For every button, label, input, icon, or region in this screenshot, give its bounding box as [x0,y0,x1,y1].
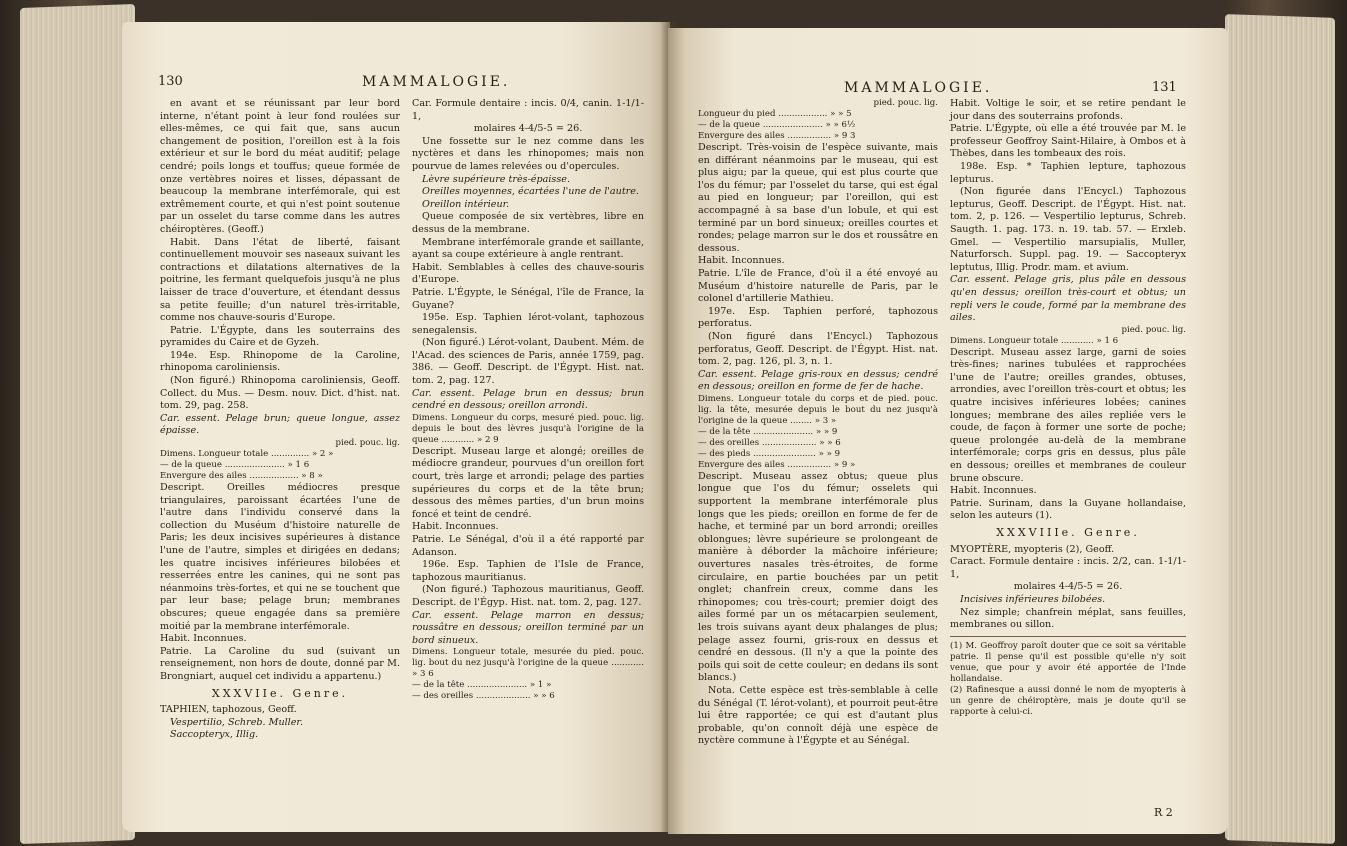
paragraph: Lèvre supérieure très-épaisse. [422,173,570,185]
paragraph: Car. Formule dentaire : incis. 0/4, canin. 1-1/1-1, [412,98,644,122]
paragraph: (Non figuré dans l'Encycl.) Taphozous perforatus, Geoff. Descript. de l'Égypt. Hist. nat. tom. 2, pag. 126, pl. 3, n. 1. [698,330,938,368]
left-page [122,22,670,832]
left-column-1 [160,98,400,742]
paragraph: Descript. Oreilles médiocres presque triangulaires, paroissant écartées l'une de l'autre dans l'individu conservé dans la collection du Muséum d'histoire naturelle de Paris; les deux incisives supérieures à distance l'une de l'autre, simples et dirigées en dedans; les quatre incisives inférieures bilobées et resserrées entre les canines, qui ne sont pas néanmoins très-fortes, et qui ne se touchent que par leur base; pelage brun; membranes obscures; queue engagée dans sa première moitié par la membrane interfémorale. [160,482,400,632]
paragraph: Habit. Inconnues. [412,521,499,533]
measure-row: — de la queue ...................... » » 6½ [698,120,856,130]
measure-row: Longueur du pied .................. » » 5 [698,109,852,119]
paragraph: (Non figuré.) Rhinopoma caroliniensis, Geoff. Collect. du Mus. — Desm. nouv. Dict. d'hist. nat. tom. 29, pag. 258. [160,375,400,412]
footnote: (2) Rafinesque a aussi donné le nom de myopteris à un genre de chéiroptère, mais je doute qu'il se rapporte à celui-ci. [950,684,1186,717]
species-heading: 194e. Esp. Rhinopome de la Caroline, rhinopoma caroliniensis. [160,349,400,374]
right-column-2 [950,98,1186,718]
measure-row: — de la tête ...................... » » 9 [698,426,838,437]
paragraph: Patrie. L'Égypte, où elle a été trouvée par M. le professeur Geoffroy Saint-Hilaire, à Ombos et à Thèbes, dans les tombeaux des rois. [950,123,1186,160]
genus-heading: XXXVIIIe. Genre. [996,526,1140,539]
paragraph: Descript. Museau large et alongé; oreilles de médiocre grandeur, pourvues d'un oreillon fort court, très large et arrondi; pelage des parties supérieures du corps et de la tête brun; dessous des mêmes parties, d'un brun moins foncé et teint de cendré. [412,445,644,520]
paragraph: Patrie. L'île de France, d'où il a été envoyé au Muséum d'histoire naturelle de Paris, par le colonel d'artillerie Mathieu. [698,267,938,305]
paragraph: Oreillon intérieur. [422,198,510,210]
running-header-left: MAMMALOGIE. [362,74,511,90]
paragraph: Patrie. L'Égypte, le Sénégal, l'île de France, la Guyane? [412,286,644,311]
paragraph: Nota. Cette espèce est très-semblable à celle du Sénégal (T. lérot-volant), et pourroit peut-être lui être rapportée; ce qui est d'autant plus probable, qu'on connoît déjà une espèce de nyctère commune à l'Égypte et au Sénégal. [698,684,938,747]
paragraph: Habit. Semblables à celles des chauve-souris d'Europe. [412,261,644,286]
signature-mark: R 2 [1154,806,1173,819]
paragraph: Car. essent. Pelage gris, plus pâle en dessous qu'en dessus; oreillon très-court et obtus; un repli vers le coude, formé par la membrane des ailes. [950,274,1186,324]
page-number-right: 131 [1152,80,1177,95]
paragraph: (Non figuré.) Taphozous mauritianus, Geoff. Descript. de l'Égyp. Hist. nat. tom. 2, pag. 127. [412,584,644,608]
measure-row: Envergure des ailes .................. » 8 » [160,471,323,482]
paragraph: Car. essent. Pelage brun en dessus; brun cendré en dessous; oreillon arrondi. [412,387,644,412]
measure-units: pied. pouc. lig. [873,98,938,108]
measure-row: — de la queue ...................... » 1 6 [160,460,310,471]
paragraph: Habit. Inconnues. [950,485,1037,497]
left-column-2 [412,98,644,702]
measure-row: Dimens. Longueur totale du corps et de pied. pouc. lig. la tête, mesurée depuis le bout du nez jusqu'à l'origine de la queue ........ » 3 » [698,393,938,426]
right-column-1 [698,98,938,748]
right-page [668,28,1228,834]
paragraph: Oreilles moyennes, écartées l'une de l'autre. [422,186,639,198]
species-heading: 196e. Esp. Taphien de l'Isle de France, taphozous mauritianus. [412,559,644,583]
paragraph: en avant et se réunissant par leur bord interne, n'étant point à leur fond roulées sur elles-mêmes, ce qui fait que, sans aucun changement de position, l'oreillon est à la fois extérieur et sur le bord du méat auditif; pelage cendré; poils longs et touffus; queue formée de onze vertèbres noires et lisses, dépassant de beaucoup la membrane interfémorale, qui est extrêmement courte, et qui n'est point soutenue par un osselet du tarse comme dans les autres chéiroptères. (Geoff.) [160,98,400,235]
paragraph: Patrie. La Caroline du sud (suivant un renseignement, non hors de doute, donné par M. Brongniart, auquel cet individu a appartenu.) [160,645,400,682]
paragraph: Descript. Très-voisin de l'espèce suivante, mais en différant néanmoins par le museau, qui est plus aigu; par la queue, qui est plus courte que l'os du fémur; par l'osselet du tarse, qui est égal au pied en longueur; par l'oreillon, qui est accompagné à sa base d'un lobule, et qui est terminé par un bord sinueux; oreilles courtes et rondes; pelage marron sur le dos et roussâtre en dessous. [698,142,938,254]
paragraph: Habit. Inconnues. [160,633,247,645]
measure-units: pied. pouc. lig. [1121,324,1186,335]
paragraph: Habit. Inconnues. [698,255,785,267]
paragraph: Incisives inférieures bilobées. [960,593,1106,605]
measure-row: Dimens. Longueur totale, mesurée du pied. pouc. lig. bout du nez jusqu'à l'origine de la queue ............ » 3 6 [412,647,644,680]
measure-row: — des oreilles .................... » » 6 [698,437,841,448]
footnote-rule [950,636,1186,637]
measure-row: Dimens. Longueur totale ............ » 1 6 [950,335,1119,346]
formula: molaires 4-4/5-5 = 26. [1013,581,1123,593]
species-heading: 197e. Esp. Taphien perforé, taphozous perforatus. [698,305,938,330]
genus-heading: XXXVIIe. Genre. [211,686,349,700]
species-heading: 198e. Esp. * Taphien lepture, taphozous lepturus. [950,160,1186,185]
paragraph: Une fossette sur le nez comme dans les nyctères et dans les rhinopomes; mais non pourvue de lames relevées ou d'opercules. [412,135,644,172]
genus-name: MYOPTÈRE, myopteris (2), Geoff. [950,543,1115,555]
paragraph: Patrie. L'Égypte, dans les souterrains des pyramides du Caire et de Gyzeh. [160,324,400,349]
left-page-stack [20,4,135,844]
formula: molaires 4-4/5-5 = 26. [473,123,583,135]
formula: Caract. Formule dentaire : incis. 2/2, can. 1-1/1-1, [950,556,1186,580]
measure-row: Dimens. Longueur du corps, mesuré pied. pouc. lig. depuis le bout des lèvres jusqu'à l'origine de la queue ............ » 2 9 [412,412,644,445]
paragraph: Nez simple; chanfrein méplat, sans feuilles, membranes ou sillon. [950,606,1186,631]
species-heading: 195e. Esp. Taphien lérot-volant, taphozous senegalensis. [412,312,644,336]
right-page-stack [1225,14,1335,844]
paragraph: Descript. Museau assez large, garni de soies très-fines; narines tubulées et rapprochées l'une de l'autre; oreilles grandes, obtuses, arrondies, avec l'oreillon très-court et obtus; les quatre incisives inférieures lobées; canines longues; membrane des ailes repliée vers le coude, de façon à former une sorte de poche; queue prolongée au-delà de la membrane interfémorale; corps gris en dessus, plus pâle en dessous; oreilles et membranes de couleur brune obscure. [950,346,1186,484]
paragraph: Patrie. Le Sénégal, d'où il a été rapporté par Adanson. [412,534,644,558]
running-header-right: MAMMALOGIE. [844,80,993,96]
measure-row: Dimens. Longueur totale .............. » 2 » [160,449,334,460]
synonym: Vespertilio, Schreb. Muller. [170,716,304,728]
paragraph: Membrane interfémorale grande et saillante, ayant sa coupe extérieure à angle rentrant. [412,236,644,261]
measure-row: — des oreilles .................... » » 6 [412,691,555,702]
measure-units: pied. pouc. lig. [335,438,400,449]
paragraph: Queue composée de six vertèbres, libre en dessus de la membrane. [412,211,644,235]
paragraph: Car. essent. Pelage marron en dessus; roussâtre en dessous; oreillon terminé par un bord sinueux. [412,609,644,646]
synonym: Saccopteryx, Illig. [170,729,259,741]
measure-row: Envergure des ailes ................ » 9 » [698,459,856,470]
paragraph: Habit. Dans l'état de liberté, faisant continuellement mouvoir ses naseaux suivant les contractions et dilatations alternatives de la poitrine, les fermant quelquefois jusqu'à ne plus laisser de trace d'ouverture, et étendant dessus sa petite feuille; d'un naturel très-irritable, comme nos chauve-souris d'Europe. [160,236,400,324]
paragraph: Patrie. Surinam, dans la Guyane hollandaise, selon les auteurs (1). [950,497,1186,522]
paragraph: Descript. Museau assez obtus; queue plus longue que l'os du fémur; osselets qui supportent la membrane interfémorale plus longs que les pieds; oreillon en forme de fer de hache, et terminé par un bord arrondi; oreilles oblongues; lèvre supérieure se prolongeant de manière à déborder la mâchoire inférieure; ouvertures nasales très-étroites, de forme circulaire, en partie bouchées par un petit onglet; chanfrein creux, comme dans les rhinopomes; cou très-court; premier doigt des ailes formé par un os métacarpien seulement, les trois suivans ayant deux phalanges de plus; pelage assez fourni, gris-roux en dessus et cendré en dessous. (Il n'y a que la pointe des poils qui soit de cette couleur; en dedans ils sont blancs.) [698,470,938,684]
paragraph: (Non figuré.) Lérot-volant, Daubent. Mém. de l'Acad. des sciences de Paris, année 1759, pag. 386. — Geoff. Descript. de l'Égypt. Hist. nat. tom. 2, pag. 127. [412,337,644,387]
measure-row: Envergure des ailes ................ » 9 3 [698,131,856,141]
measure-row: — de la tête ...................... » 1 » [412,680,552,691]
page-number-left: 130 [158,74,183,89]
paragraph: (Non figurée dans l'Encycl.) Taphozous lepturus, Geoff. Descript. de l'Égypt. Hist. nat. tom. 2, p. 126. — Vespertilio lepturus, Schreb. Saugth. 1. pag. 173. n. 19. tab. 57. — Erxleb. Gmel. — Vespertilio marsupialis, Muller, Naturforsch. Suppl. pag. 19. — Saccopteryx leptutus, Illig. Prodr. mam. et avium. [950,186,1186,273]
footnote: (1) M. Geoffroy paroît douter que ce soit sa véritable patrie. Il pense qu'il est possible qu'elle n'y soit venue, que pour y avoir été apportée de l'Inde hollandaise. [950,640,1186,684]
measure-row: — des pieds ....................... » » 9 [698,448,841,459]
paragraph: Car. essent. Pelage brun; queue longue, assez épaisse. [160,412,400,437]
paragraph: Car. essent. Pelage gris-roux en dessus; cendré en dessous; oreillon en forme de fer de hache. [698,368,938,393]
genus-name: TAPHIEN, taphozous, Geoff. [160,704,297,716]
paragraph: Habit. Voltige le soir, et se retire pendant le jour dans des souterrains profonds. [950,98,1186,122]
